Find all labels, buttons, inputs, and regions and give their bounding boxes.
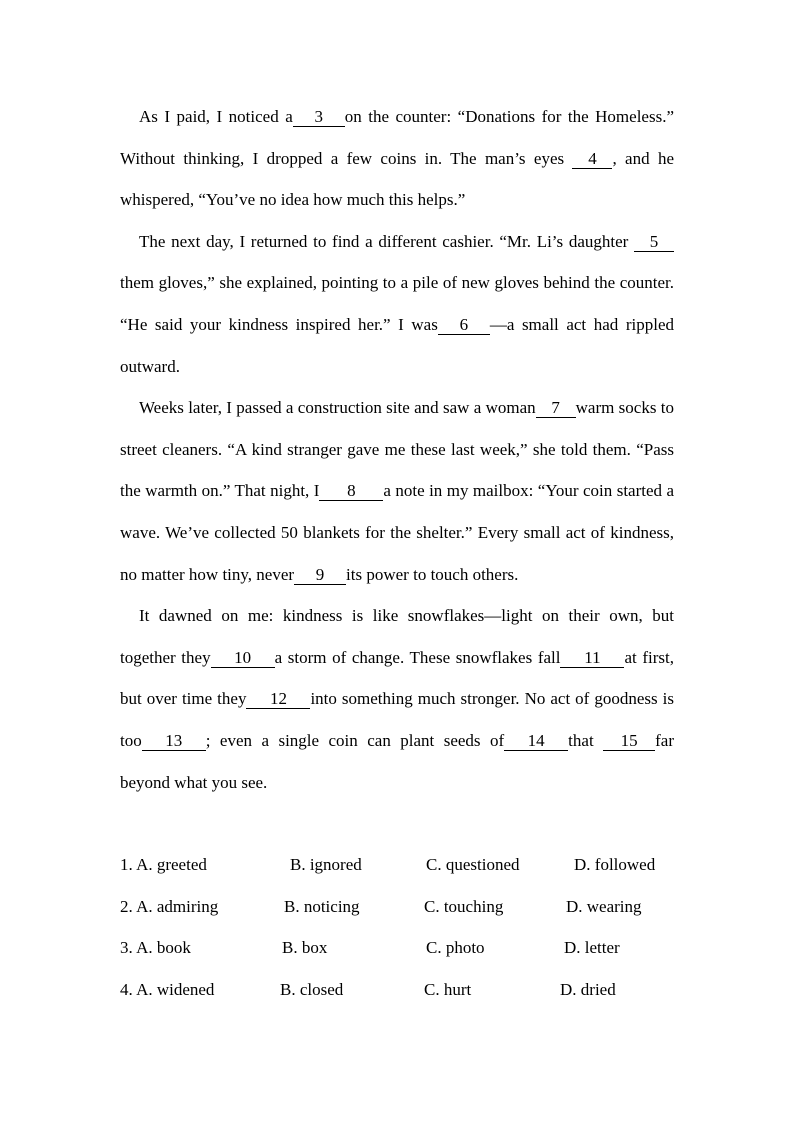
option-3-a: 3. A. book xyxy=(120,938,191,958)
blank-15: 15 xyxy=(603,732,655,751)
blank-3: 3 xyxy=(293,108,345,127)
blank-13: 13 xyxy=(142,732,206,751)
text-run: its power to touch others. xyxy=(346,564,519,584)
option-2-d: D. wearing xyxy=(566,896,642,916)
option-3-d: D. letter xyxy=(564,938,620,958)
option-3-b: B. box xyxy=(282,938,328,958)
option-4-b: B. closed xyxy=(280,979,344,999)
text-run: that xyxy=(568,730,604,750)
cloze-passage xyxy=(120,96,674,803)
text-run: It dawned on me: kindness is like snowflakes—light on their own, but together they xyxy=(120,606,674,667)
blank-11: 11 xyxy=(560,649,624,668)
blank-7: 7 xyxy=(536,399,576,418)
option-4-a: 4. A. widened xyxy=(120,979,215,999)
text-run: a note in my mailbox: “Your coin started a wave. We’ve collected 50 blankets for the shelter.” Every small act of kindness, no matter how tiny, never xyxy=(120,481,674,584)
blank-12: 12 xyxy=(246,690,310,709)
option-1-d: D. followed xyxy=(574,855,656,874)
text-run: a storm of change. These snowflakes fall xyxy=(274,647,561,667)
text-run: into something much stronger. No act of goodness is too xyxy=(120,689,674,750)
text-run: , and he whispered, “You’ve no idea how much this helps.” xyxy=(120,148,674,210)
blank-6: 6 xyxy=(438,316,490,335)
option-row-3 xyxy=(120,927,700,969)
option-1-a: 1. A. greeted xyxy=(120,855,207,874)
text-run: them gloves,” she explained, pointing to a pile of new gloves behind the counter. “He said your kindness inspired her.” I was xyxy=(120,273,674,334)
option-row-4 xyxy=(120,969,700,1011)
blank-8: 8 xyxy=(319,482,383,501)
option-1-b: B. ignored xyxy=(290,855,362,874)
option-row-2 xyxy=(120,886,700,928)
option-2-a: 2. A. admiring xyxy=(120,896,219,916)
paragraph-1 xyxy=(120,96,674,221)
text-run: on the counter: “Donations for the Homeless.” Without thinking, I dropped a few coins in. The man’s eyes xyxy=(120,107,674,168)
blank-4: 4 xyxy=(572,150,612,169)
option-2-c: C. touching xyxy=(424,896,504,916)
text-run: As I paid, I noticed a xyxy=(139,107,293,126)
option-1-c: C. questioned xyxy=(426,855,520,874)
text-run: Weeks later, I passed a construction site and saw a woman xyxy=(139,398,536,418)
option-row-1 xyxy=(120,844,700,886)
text-run: warm socks to street cleaners. “A kind stranger gave me these last week,” she told them. “Pass the warmth on.” That night, I xyxy=(120,398,674,501)
option-2-b: B. noticing xyxy=(284,896,360,916)
paragraph-4 xyxy=(120,595,674,803)
paragraph-3 xyxy=(120,387,674,595)
blank-10: 10 xyxy=(211,649,275,668)
blank-9: 9 xyxy=(294,566,346,585)
option-4-d: D. dried xyxy=(560,979,616,999)
text-run: ; even a single coin can plant seeds of xyxy=(205,730,505,750)
text-run: —a small act had rippled outward. xyxy=(120,314,674,376)
text-run: The next day, I returned to find a different cashier. “Mr. Li’s daughter xyxy=(139,231,634,251)
blank-5: 5 xyxy=(634,233,674,252)
option-4-c: C. hurt xyxy=(424,979,472,999)
blank-14: 14 xyxy=(504,732,568,751)
paragraph-2 xyxy=(120,221,674,387)
answer-options xyxy=(120,844,700,1010)
text-run: at first, but over time they xyxy=(120,647,674,709)
option-3-c: C. photo xyxy=(426,938,485,958)
text-run: far beyond what you see. xyxy=(120,730,674,792)
